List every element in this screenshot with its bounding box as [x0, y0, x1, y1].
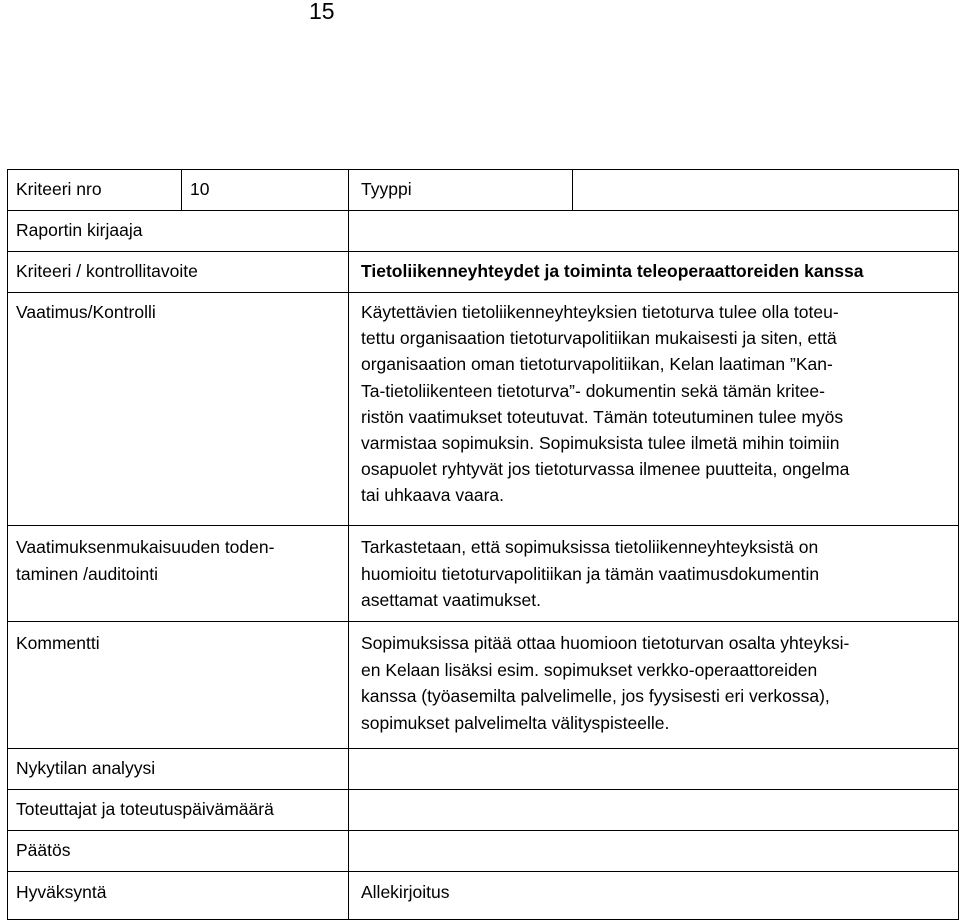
criteria-number-value: 10	[190, 179, 210, 199]
decision-label: Päätös	[16, 840, 71, 860]
current-state-analysis-label: Nykytilan analyysi	[16, 758, 156, 778]
row-separator	[7, 748, 959, 749]
row-separator	[7, 292, 959, 293]
requirement-label: Vaatimus/Kontrolli	[16, 302, 156, 322]
comment-label: Kommentti	[16, 633, 100, 653]
page-number: 15	[309, 0, 335, 24]
table-border-left	[7, 169, 8, 920]
criteria-number-label: Kriteeri nro	[16, 179, 102, 199]
verification-label: Vaatimuksenmukaisuuden toden- taminen /auditointi	[16, 537, 275, 584]
table-border-top	[7, 169, 959, 170]
column-separator	[572, 169, 573, 211]
column-separator	[348, 169, 349, 920]
column-separator	[181, 169, 182, 211]
approval-label: Hyväksyntä	[16, 882, 107, 902]
row-separator	[7, 210, 959, 211]
row-separator	[7, 789, 959, 790]
verification-value: Tarkastetaan, että sopimuksissa tietoliikenneyhteyksistä on huomioitu tietoturvapolitiikan ja tämän vaatimusdokumentin asettamat vaatimukset.	[361, 537, 820, 610]
row-separator	[7, 251, 959, 252]
table-border-right	[958, 169, 959, 920]
table-border-bottom	[7, 919, 959, 920]
reporter-label: Raportin kirjaaja	[16, 220, 143, 240]
comment-value: Sopimuksissa pitää ottaa huomioon tietoturvan osalta yhteyksi- en Kelaan lisäksi esim. sopimukset verkko-operaattoreiden kanssa (työasemilta palvelimelle, jos fyysisesti eri verkossa), sopimukset palvelimelta välityspisteelle.	[361, 633, 850, 733]
row-separator	[7, 830, 959, 831]
control-objective-value: Tietoliikenneyhteydet ja toiminta teleoperaattoreiden kanssa	[361, 261, 864, 281]
row-separator	[7, 525, 959, 526]
type-label: Tyyppi	[361, 179, 412, 199]
row-separator	[7, 871, 959, 872]
requirement-value: Käytettävien tietoliikenneyhteyksien tietoturva tulee olla toteu- tettu organisaation tietoturvapolitiikan mukaisesti ja siten, että organisaation oman tietoturvapolitiikan, Kelan laatiman ”Kan- Ta-tietoliikenteen tietoturva”- dokumentin sekä tämän kritee- ristön vaatimukset toteutuvat. Tämän toteutuminen tulee myös varmistaa sopimuksin. Sopimuksista tulee ilmetä mihin toimiin osapuolet ryhtyvät jos tietoturvassa ilmenee puutteita, ongelma tai uhkaava vaara.	[361, 302, 850, 506]
signature-label: Allekirjoitus	[361, 882, 450, 902]
row-separator	[7, 621, 959, 622]
control-objective-label: Kriteeri / kontrollitavoite	[16, 261, 198, 281]
implementers-label: Toteuttajat ja toteutuspäivämäärä	[16, 799, 274, 819]
